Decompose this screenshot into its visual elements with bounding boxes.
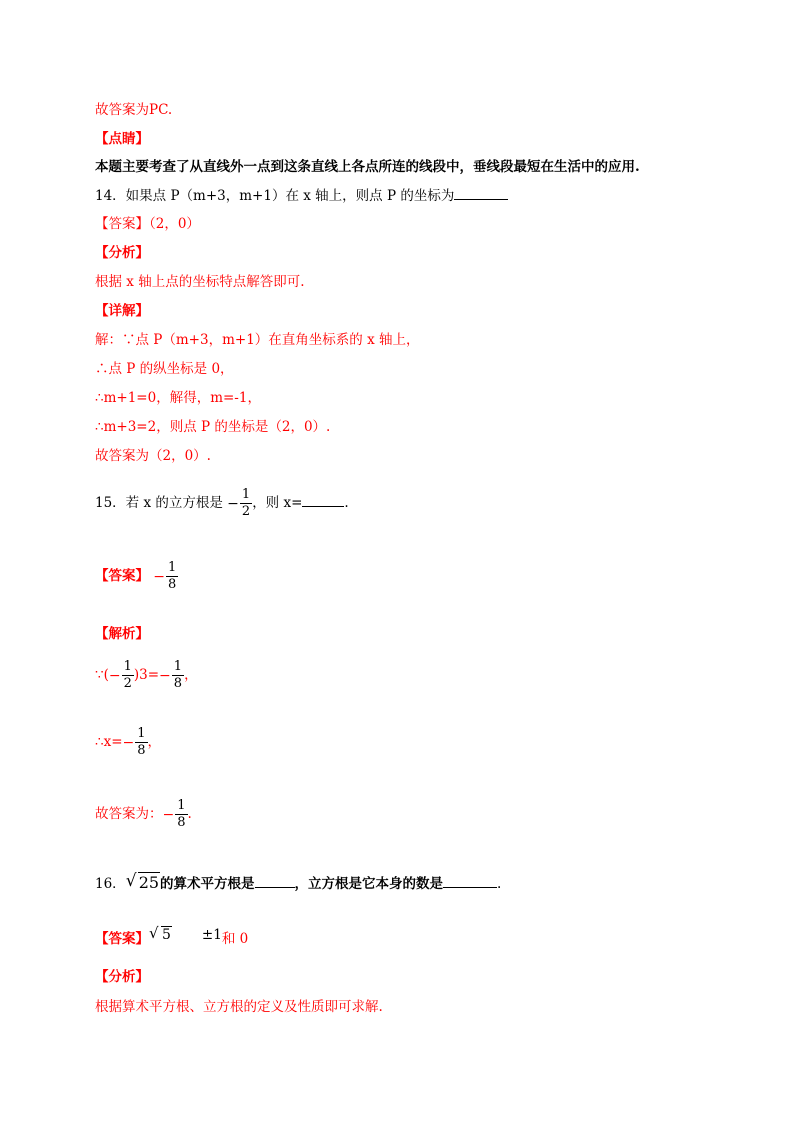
- q15-e1-a: ∵(: [95, 667, 109, 683]
- q15-e1-minus: −: [108, 667, 121, 684]
- summary-text: 本题主要考查了从直线外一点到这条直线上各点所连的线段中，垂线段最短在生活中的应用.: [95, 159, 640, 175]
- q15-e3-minus: −: [162, 806, 175, 823]
- q15-e1-num2: 1: [173, 659, 183, 674]
- q15-e1-den2: 8: [173, 676, 183, 691]
- q15-explain-1: [95, 658, 198, 693]
- q15-e1-den: 2: [123, 676, 132, 691]
- q15-e1-num: 1: [123, 659, 132, 674]
- q15-answer-tag: 【答案】: [95, 568, 149, 584]
- q16-analysis: 根据算术平方根、立方根的定义及性质即可求解.: [95, 999, 383, 1015]
- q16-analysis-tag: 【分析】: [95, 969, 149, 985]
- q15-text-c: .: [344, 495, 349, 511]
- q14-detail-2: ∴点 P 的纵坐标是 0，: [95, 361, 234, 377]
- q15-e1-frac: [122, 659, 134, 692]
- q16-ans-pm: ±1: [201, 927, 222, 943]
- q15-den: 2: [241, 504, 251, 519]
- q16-ans-sqrt: [149, 922, 172, 948]
- q16-answer: [95, 922, 248, 952]
- q14-detail-4: ∴m+3=2，则点 P 的坐标是（2，0）.: [95, 419, 331, 435]
- q15-e2-num: 1: [137, 726, 146, 741]
- q16-ans-radicand: 5: [162, 927, 171, 943]
- q15-e1-minus2: −: [159, 667, 171, 684]
- q15-explain-2: [95, 725, 161, 760]
- q16-radicand: 25: [138, 873, 160, 892]
- q16-blank-1: [255, 875, 295, 888]
- q15-jiexi-tag: 【解析】: [95, 626, 149, 642]
- question-15: [95, 486, 349, 521]
- q16-answer-tag: 【答案】: [95, 931, 149, 947]
- q15-minus: −: [227, 495, 239, 512]
- q16-ans-and: 和 0: [221, 931, 249, 947]
- answer-line-pc: 故答案为PC.: [95, 102, 173, 118]
- q14-analysis-tag: 【分析】: [95, 245, 149, 261]
- q15-text-a: 15．若 x 的立方根是: [95, 495, 223, 511]
- question-14: [95, 187, 508, 205]
- q15-ans-num: 1: [168, 560, 177, 575]
- q16-text-d: .: [497, 876, 502, 892]
- q15-e1-frac2: [172, 659, 184, 692]
- q14-answer: 【答案】（2，0）: [95, 216, 200, 232]
- question-16: [95, 870, 501, 897]
- q15-e3-den: 8: [177, 815, 186, 830]
- q14-detail-tag: 【详解】: [95, 303, 149, 319]
- q15-text-b: ，则 x=: [252, 495, 303, 511]
- q15-e3-frac: [175, 798, 187, 831]
- q14-detail-3: ∴m+1=0，解得，m=-1，: [95, 390, 261, 406]
- q15-answer: [95, 559, 178, 594]
- q14-text: 14．如果点 P（m+3，m+1）在 x 轴上，则点 P 的坐标为: [95, 188, 455, 204]
- q15-e2-c: ，: [147, 734, 162, 750]
- q16-number: 16．: [95, 876, 126, 892]
- q15-ans-den: 8: [168, 577, 177, 592]
- q14-analysis: 根据 x 轴上点的坐标特点解答即可.: [95, 274, 305, 290]
- q15-e1-b: )3=: [133, 667, 160, 683]
- q15-ans-fraction: [166, 560, 178, 593]
- q14-detail-1: 解：∵点 P（m+3，m+1）在直角坐标系的 x 轴上，: [95, 332, 420, 348]
- dianjing-tag: 【点睛】: [95, 131, 149, 147]
- q15-ans-minus: −: [153, 568, 166, 585]
- q16-text-c: ，立方根是它本身的数是: [294, 876, 444, 892]
- q16-text-b: 的算术平方根是: [160, 876, 255, 892]
- q15-e2-frac: [135, 726, 147, 759]
- q15-e3-num: 1: [177, 798, 186, 813]
- q15-e2-minus: −: [122, 734, 135, 751]
- q15-e3-a: 故答案为：: [95, 806, 163, 822]
- q15-e3-c: .: [187, 806, 192, 822]
- q16-blank-2: [443, 875, 497, 888]
- q15-e2-a: ∴x=: [95, 734, 123, 750]
- q14-detail-5: 故答案为（2，0）.: [95, 448, 211, 464]
- q15-fraction-half: [240, 487, 252, 520]
- q14-blank: [454, 187, 508, 200]
- q15-e2-den: 8: [137, 743, 146, 758]
- radical-icon-2: √: [149, 924, 159, 942]
- q16-sqrt: [126, 870, 160, 896]
- q15-explain-3: [95, 797, 192, 832]
- radical-icon: √: [125, 871, 137, 891]
- q15-e1-c: ，: [184, 667, 198, 683]
- q15-blank: [302, 494, 344, 507]
- q15-num: 1: [241, 487, 251, 502]
